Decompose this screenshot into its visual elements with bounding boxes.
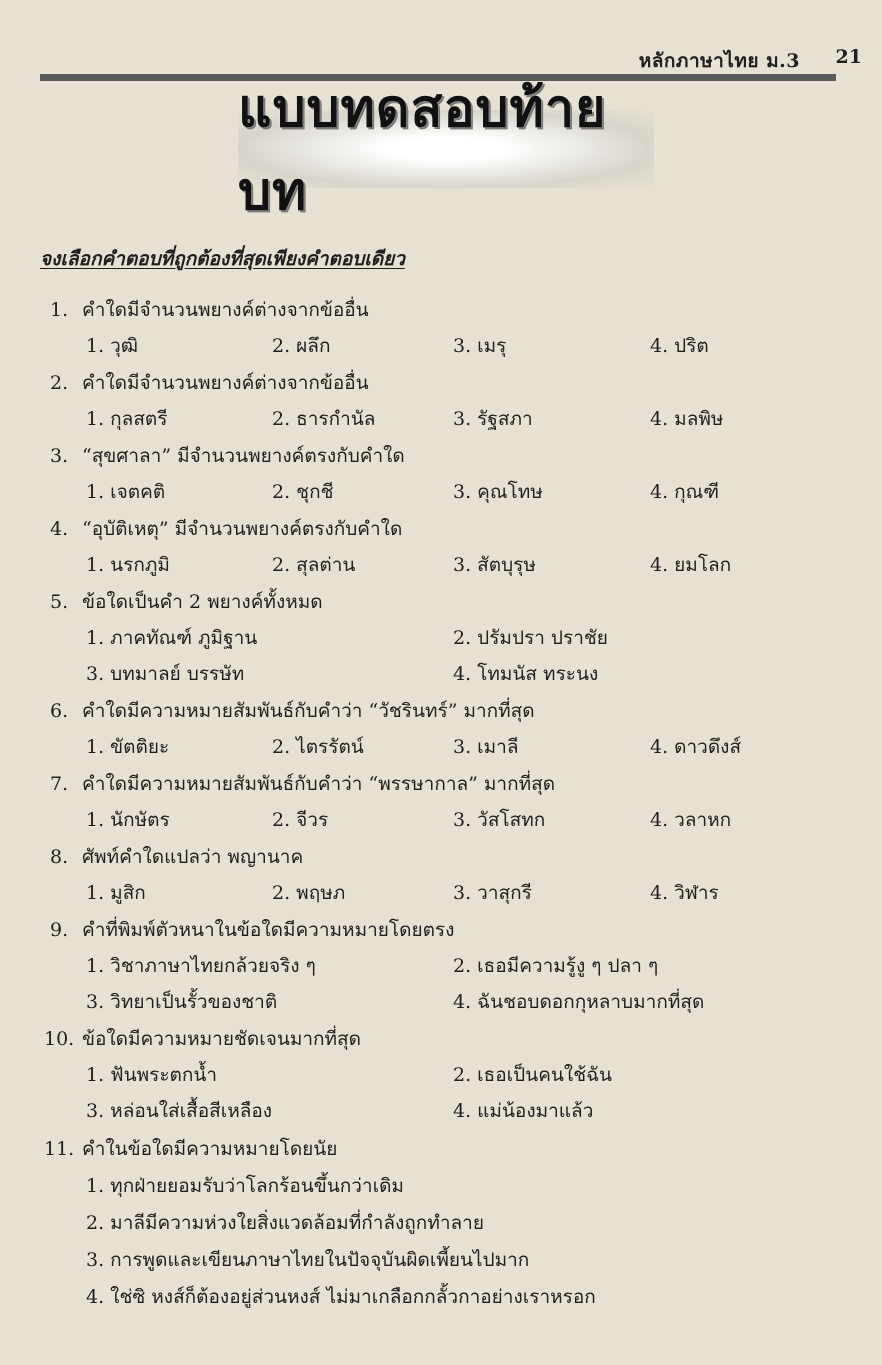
question-8 — [50, 842, 303, 872]
option: 2. พฤษภ — [272, 882, 346, 904]
option: 3. คุณโทษ — [453, 481, 543, 503]
option: 1. นรกภูมิ — [86, 554, 170, 576]
option: 3. สัตบุรุษ — [453, 554, 536, 576]
option: 4. มลพิษ — [650, 408, 724, 430]
option: 2. เธอเป็นคนใช้ฉัน — [453, 1064, 613, 1086]
option: 3. วัสโสทก — [453, 809, 546, 831]
option: 3. เมาลี — [453, 736, 519, 758]
option: 3. วาสุกรี — [453, 882, 532, 904]
option: 2. จีวร — [272, 809, 329, 831]
option: 3. รัฐสภา — [453, 408, 533, 430]
option: 3. หล่อนใส่เสื้อสีเหลือง — [86, 1100, 273, 1122]
book-title: หลักภาษาไทย ม.3 — [638, 50, 800, 72]
question-text: คำใดมีจำนวนพยางค์ต่างจากข้ออื่น — [82, 372, 369, 394]
question-text: “อุบัติเหตุ” มีจำนวนพยางค์ตรงกับคำใด — [82, 518, 403, 540]
question-1 — [50, 295, 369, 325]
option: 1. เจตคติ — [86, 481, 166, 503]
question-number: 9. — [50, 919, 69, 941]
option: 1. มูสิก — [86, 882, 146, 904]
option: 4. ดาวดึงส์ — [650, 736, 742, 758]
option: 2. สุลต่าน — [272, 554, 356, 576]
banner-title: แบบทดสอบท้ายบท — [238, 78, 607, 222]
question-number: 4. — [50, 518, 69, 540]
option: 3. การพูดและเขียนภาษาไทยในปัจจุบันผิดเพี้ยนไปมาก — [86, 1249, 530, 1271]
option: 3. บทมาลย์ บรรษัท — [86, 663, 245, 685]
question-number: 2. — [50, 372, 69, 394]
question-3 — [50, 441, 405, 471]
option: 1. วุฒิ — [86, 335, 138, 357]
page-number: 21 — [835, 46, 862, 68]
question-number: 1. — [50, 299, 69, 321]
option: 1. ขัตติยะ — [86, 736, 170, 758]
question-2 — [50, 368, 369, 398]
question-text: ข้อใดมีความหมายชัดเจนมากที่สุด — [82, 1028, 361, 1050]
option: 4. วลาหก — [650, 809, 732, 831]
question-number: 6. — [50, 700, 69, 722]
question-4 — [50, 514, 402, 544]
question-number: 5. — [50, 591, 69, 613]
option: 2. ปรัมปรา ปราชัย — [453, 627, 608, 649]
question-text: คำใดมีความหมายสัมพันธ์กับคำว่า “พรรษากาล” มากที่สุด — [82, 773, 556, 795]
option: 1. กุลสตรี — [86, 408, 168, 430]
question-number: 8. — [50, 846, 69, 868]
option: 3. วิทยาเป็นรั้วของชาติ — [86, 991, 278, 1013]
option: 4. ยมโลก — [650, 554, 732, 576]
option: 2. ชุกชี — [272, 481, 334, 503]
option: 2. มาลีมีความห่วงใยสิ่งแวดล้อมที่กำลังถูกทำลาย — [86, 1212, 484, 1234]
option: 1. ภาคทัณฑ์ ภูมิฐาน — [86, 627, 258, 649]
instruction: จงเลือกคำตอบที่ถูกต้องที่สุดเพียงคำตอบเดียว — [40, 248, 405, 270]
question-text: ข้อใดเป็นคำ 2 พยางค์ทั้งหมด — [82, 591, 323, 613]
question-text: “สุขศาลา” มีจำนวนพยางค์ตรงกับคำใด — [82, 445, 405, 467]
question-number: 11. — [44, 1138, 75, 1160]
question-number: 10. — [44, 1028, 75, 1050]
question-text: คำในข้อใดมีความหมายโดยนัย — [82, 1138, 338, 1160]
question-5 — [50, 587, 323, 617]
chapter-test-banner — [238, 78, 654, 222]
option: 4. ปริต — [650, 335, 709, 357]
option: 4. แม่น้องมาแล้ว — [453, 1100, 594, 1122]
option: 1. วิชาภาษาไทยกล้วยจริง ๆ — [86, 955, 316, 977]
option: 3. เมรุ — [453, 335, 507, 357]
question-text: คำใดมีความหมายสัมพันธ์กับคำว่า “วัชรินทร์” มากที่สุด — [82, 700, 535, 722]
question-text: ศัพท์คำใดแปลว่า พญานาค — [82, 846, 304, 868]
question-10 — [44, 1024, 361, 1054]
question-number: 3. — [50, 445, 69, 467]
option: 1. นักษัตร — [86, 809, 170, 831]
option: 1. ฟันพระตกน้ำ — [86, 1064, 218, 1086]
question-7 — [50, 769, 555, 799]
option: 2. เธอมีความรู้งู ๆ ปลา ๆ — [453, 955, 659, 977]
option: 2. ผลึก — [272, 335, 331, 357]
option: 4. วิฬาร — [650, 882, 719, 904]
question-number: 7. — [50, 773, 69, 795]
question-11 — [44, 1134, 337, 1164]
option: 4. ฉันชอบดอกกุหลาบมากที่สุด — [453, 991, 705, 1013]
question-9 — [50, 915, 454, 945]
option: 1. ทุกฝ่ายยอมรับว่าโลกร้อนขึ้นกว่าเดิม — [86, 1175, 404, 1197]
option: 4. ใช่ซิ หงส์ก็ต้องอยู่ส่วนหงส์ ไม่มาเกลือกกลั้วกาอย่างเราหรอก — [86, 1286, 596, 1308]
option: 2. ธารกำนัล — [272, 408, 376, 430]
question-text: คำที่พิมพ์ตัวหนาในข้อใดมีความหมายโดยตรง — [82, 919, 455, 941]
question-6 — [50, 696, 535, 726]
question-text: คำใดมีจำนวนพยางค์ต่างจากข้ออื่น — [82, 299, 369, 321]
option: 4. โทมนัส ทระนง — [453, 663, 599, 685]
option: 4. กุณฑี — [650, 481, 720, 503]
option: 2. ไตรรัตน์ — [272, 736, 364, 758]
